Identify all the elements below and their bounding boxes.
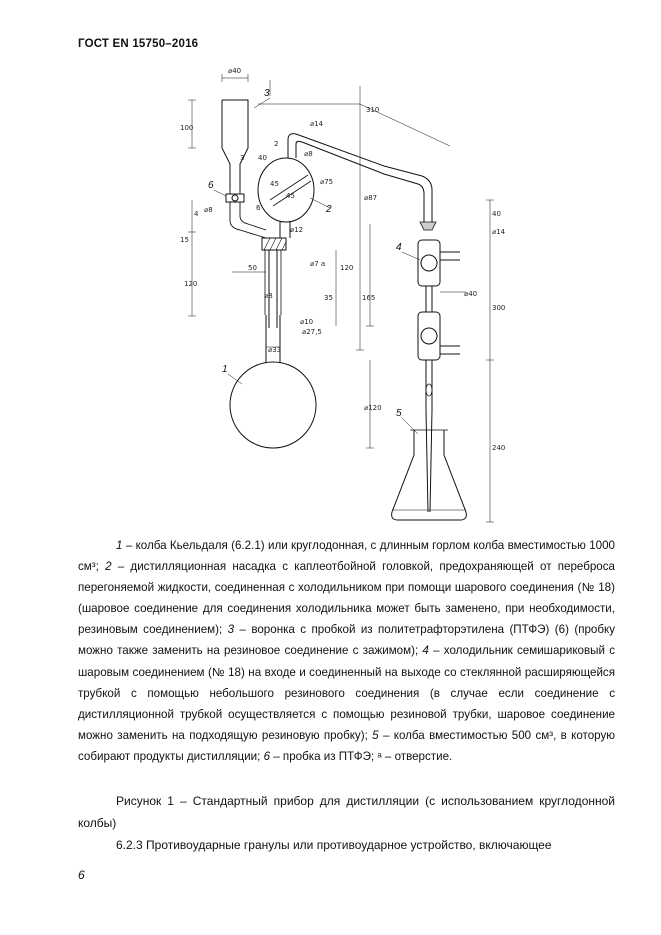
dim-d8-tube: ⌀8 [264,292,273,300]
callout-6: 6 [208,180,214,191]
dim-d8-stopcock: ⌀8 [204,206,213,214]
legend-num-1: 1 [116,539,123,552]
dim-40-right: 40 [492,210,501,218]
condenser-inlet-tube [384,166,432,222]
dim-100: 100 [180,124,194,132]
body-paragraph: 6.2.3 Противоударные гранулы или противоударное устройство, включающее [116,838,552,852]
callout-1: 1 [222,364,228,375]
splash-head-bulb [258,158,314,222]
dim-d14-right: ⌀14 [492,228,506,236]
callout-2: 2 [326,204,332,215]
page-number: 6 [78,868,85,882]
dim-4: 4 [194,210,199,218]
dimension-lines-right [440,200,494,522]
dim-d7a: ⌀7 a [310,260,326,268]
dim-d40-funnel: ⌀40 [228,67,242,75]
dim-3: 3 [240,154,245,162]
dim-d40-right: ⌀40 [464,290,478,298]
legend-num-5: 5 [372,728,379,742]
dim-d10: ⌀10 [300,318,314,326]
round-flask [230,362,316,448]
legend-text-3: – воронка с пробкой из политетрафторэтилена (ПТФЭ) (6) (пробку можно также заменить на резиновое соединение с зажимом); [78,623,616,658]
dim-15: 15 [180,236,189,244]
dim-d27-5: ⌀27,5 [302,328,322,336]
callout-4: 4 [396,242,402,253]
callout-3: 3 [264,88,270,99]
dim-2: 2 [274,140,279,148]
figure-legend [78,535,615,767]
dim-40: 40 [258,154,267,162]
erlenmeyer-flask [392,430,467,520]
dim-120-right: 120 [340,264,354,272]
legend-text-4: – холодильник семишариковый с шаровым соединением (№ 18) на входе и соединенный на выходе со стеклянной расширяющейся трубкой с помощью небольшого резинового соединения (в случае если соединение с дистилляционной трубкой осуществляется с помощью резиновой трубки, шаровое соединение можно заменить на подходящую резиновую пробку); [78,644,615,742]
dim-d8-head: ⌀8 [304,150,313,158]
stopper [262,238,286,250]
inner-tube [269,250,277,328]
dim-d33: ⌀33 [268,346,282,354]
dropping-funnel [222,100,248,190]
dim-d75: ⌀75 [320,178,334,186]
dim-300: 300 [492,304,506,312]
distillation-apparatus-figure [170,60,530,530]
dim-d12: ⌀12 [290,226,304,234]
legend-num-4: 4 [422,644,429,658]
apparatus-drawing [170,60,530,530]
legend-text-2: – дистилляционная насадка с каплеотбойной головкой, предохраняющей от переброса перегоняемой жидкости, соединенная с холодильником при помощи шарового соединения (№ 18) (шаровое соединение для соединения холодильника может быть заменено, при необходимости, резиновым соединением); [78,560,615,637]
legend-text-1: – колба Кьельдаля (6.2.1) или круглодонная, с длинным горлом колба вместимостью 1000 см³; [78,539,615,574]
figure-caption: Рисунок 1 – Стандартный прибор для дистилляции (с использованием круглодонной колбы) [78,794,615,830]
dim-240: 240 [492,444,506,452]
legend-text-5: – колба вместимостью 500 см³, в которую собирают продукты дистилляции; [78,728,615,763]
legend-num-2: 2 [105,560,112,574]
callout-5: 5 [396,408,402,419]
legend-num-6: 6 [263,749,271,763]
dim-6: 6 [256,204,261,212]
dim-35: 35 [324,294,333,302]
standard-header: ГОСТ EN 15750–2016 [78,38,199,50]
dim-45-b: 45 [270,180,279,188]
dim-50: 50 [248,264,257,272]
dim-d120: ⌀120 [364,404,382,412]
dim-165: 165 [362,294,376,302]
legend-num-3: 3 [227,623,235,637]
dim-d87: ⌀87 [364,194,378,202]
dim-120-left: 120 [184,280,198,288]
outlet-tube [288,134,384,174]
flask-neck [266,315,280,363]
dim-d14: ⌀14 [310,120,324,128]
legend-text-6: – пробка из ПТФЭ; ᵃ – отверстие. [270,749,453,763]
dim-310: 310 [366,106,380,114]
dim-45: 45 [286,192,295,200]
